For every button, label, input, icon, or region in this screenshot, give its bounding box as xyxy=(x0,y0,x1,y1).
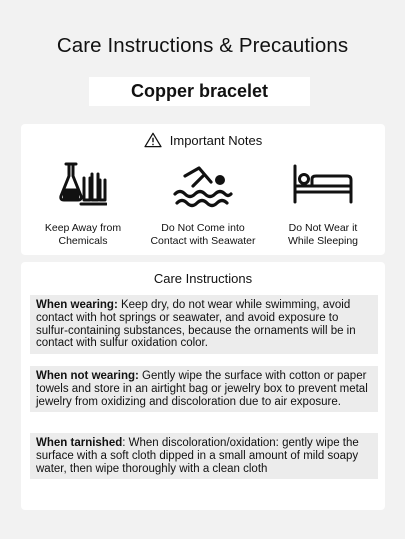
note-line: Contact with Seawater xyxy=(150,235,256,247)
care-instructions-card xyxy=(21,262,385,510)
note-line: Do Not Come into xyxy=(161,222,245,234)
care-item-text: : When discoloration/oxidation: gently wipe the surface with a soft cloth dipped in a small amount of mild soapy water, then wipe thoroughly with a clean cloth xyxy=(36,437,359,475)
product-name-box xyxy=(89,77,310,106)
care-heading: Care Instructions xyxy=(153,271,253,286)
care-item-label: When tarnished xyxy=(36,437,123,449)
important-notes-card xyxy=(21,124,385,255)
note-label xyxy=(143,222,263,248)
chemicals-icon xyxy=(59,162,107,208)
swimming-icon xyxy=(173,162,233,208)
warning-icon xyxy=(144,132,162,148)
care-item-tarnished xyxy=(30,433,378,479)
product-name: Copper bracelet xyxy=(130,81,269,101)
care-item-text: Keep dry, do not wear while swimming, avoid contact with hot springs or seawater, and avoid exposure to sulfur-containing substances, because the ornaments will be in contact with sulfur oxidation color. xyxy=(36,299,356,350)
care-item-text: Gently wipe the surface with cotton or paper towels and store in an airtight bag or jewelry box to prevent metal jewelry from oxidizing and discoloration due to air exposure. xyxy=(36,370,368,408)
note-line: While Sleeping xyxy=(287,235,359,247)
care-item-not-wearing xyxy=(30,366,378,412)
note-seawater xyxy=(143,162,263,248)
note-line: Do Not Wear it xyxy=(288,222,358,234)
bed-icon xyxy=(292,162,354,208)
care-item-wearing xyxy=(30,295,378,354)
note-label xyxy=(263,222,383,248)
note-label xyxy=(23,222,143,248)
note-sleeping xyxy=(263,162,383,248)
note-line: Keep Away from xyxy=(44,222,122,234)
page-title: Care Instructions & Precautions xyxy=(56,34,349,57)
notes-heading xyxy=(21,132,385,148)
care-item-label: When not wearing: xyxy=(36,370,139,382)
note-chemicals xyxy=(23,162,143,248)
notes-heading-text: Important Notes xyxy=(169,132,263,148)
note-line: Chemicals xyxy=(58,235,108,247)
care-item-label: When wearing: xyxy=(36,299,118,311)
